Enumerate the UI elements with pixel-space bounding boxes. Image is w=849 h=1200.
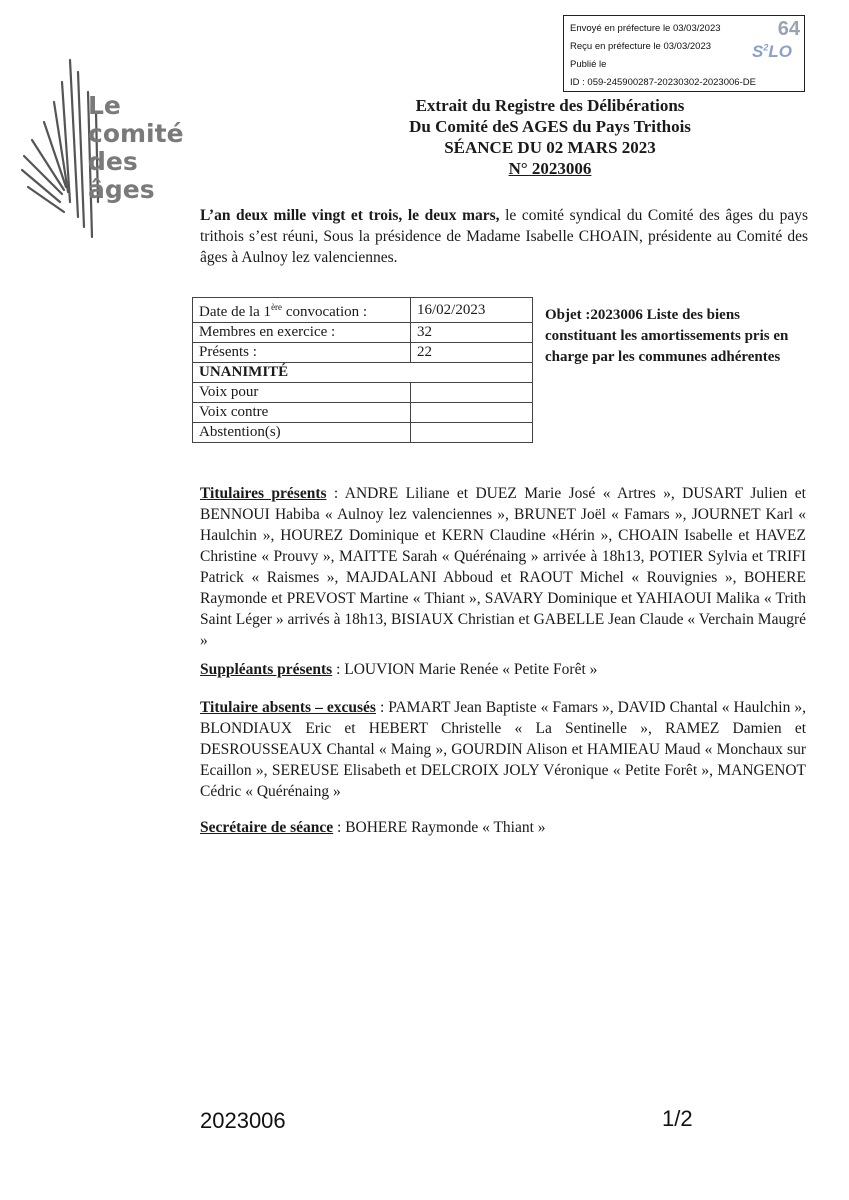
absents-label: Titulaire absents – excusés: [200, 699, 376, 716]
page-number: 1/2: [662, 1106, 693, 1131]
table-row: [193, 423, 533, 443]
abstention-label: Abstention(s): [193, 423, 411, 443]
membres-label: Membres en exercice :: [193, 323, 411, 343]
voix-contre-value: [411, 403, 533, 423]
membres-value: 32: [411, 323, 533, 343]
absents-paragraph: [200, 697, 806, 802]
table-row: [193, 403, 533, 423]
voix-pour-label: Voix pour: [193, 383, 411, 403]
suppleants-label: Suppléants présents: [200, 661, 333, 678]
logo-word-des: des: [88, 147, 138, 176]
comite-des-ages-logo: [18, 52, 208, 242]
logo-word-comite: comité: [88, 119, 184, 148]
absents-text: : PAMART Jean Baptiste « Famars », DAVID Chantal « Haulchin », BLONDIAUX Eric et HEBERT Christelle « La Sentinelle », RAMEZ Damien et DESROUSSEAUX Chantal « Maing », GOURDIN Alison et HAMIEAU Maud « Monchaux sur Ecaillon », SEREUSE Elisabeth et DELCROIX JOLY Véronique « Petite Forêt », MANGENOT Cédric « Quérénaing »: [200, 699, 806, 800]
intro-paragraph: [200, 205, 808, 268]
table-row: [193, 343, 533, 363]
voix-contre-label: Voix contre: [193, 403, 411, 423]
prefecture-stamp: [563, 15, 805, 92]
presents-value: 22: [411, 343, 533, 363]
title-line-1: Extrait du Registre des Délibérations: [415, 96, 685, 115]
voix-pour-value: [411, 383, 533, 403]
titulaires-label: Titulaires présents: [200, 485, 327, 502]
stamp-number: 64: [777, 18, 800, 40]
secretaire-text: : BOHERE Raymonde « Thiant »: [333, 819, 546, 836]
stamp-id: ID : 059-245900287-20230302-2023006-DE: [570, 77, 756, 88]
stamp-sent-date: Envoyé en préfecture le 03/03/2023: [570, 23, 721, 34]
stamp-received-date: Reçu en préfecture le 03/03/2023: [570, 41, 712, 52]
table-row: [193, 383, 533, 403]
presents-label: Présents :: [193, 343, 411, 363]
s2lo-logo: $S^2LO$: [752, 42, 792, 61]
table-row: [193, 363, 533, 383]
suppleants-text: : LOUVION Marie Renée « Petite Forêt »: [332, 661, 598, 678]
unanimite-value: [411, 363, 533, 383]
objet-text: Objet :2023006 Liste des biens constituant les amortissements pris en charge par les communes adhérentes: [545, 307, 789, 365]
intro-lead: L’an deux mille vingt et trois, le deux mars,: [200, 207, 500, 224]
deliberation-number: N° 2023006: [508, 159, 592, 178]
stamp-published: Publié le: [570, 59, 607, 70]
logo-word-ages: âges: [88, 175, 155, 204]
title-line-2: Du Comité deS AGES du Pays Trithois: [409, 117, 691, 136]
convocation-date: 16/02/2023: [411, 298, 533, 323]
titulaires-text: : ANDRE Liliane et DUEZ Marie José « Artres », DUSART Julien et BENNOUI Habiba « Aulnoy lez valenciennes », BRUNET Joël « Famars », JOURNET Karl « Haulchin », HOUREZ Dominique et KERN Claudine «Hérin », CHOAIN Isabelle et HAVEZ Christine « Prouvy », MAITTE Sarah « Quérénaing » arrivée à 18h13, POTIER Sylvia et TRIFI Patrick « Raismes », MAJDALANI Abboud et RAOUT Michel « Rouvignies », BOHERE Raymonde et PREVOST Martine « Thiant », SAVARY Dominique et YAHIAOUI Malika « Trith Saint Léger » arrivés à 18h13, BISIAUX Christian et GABELLE Jean Claude « Verchain Maugré »: [200, 485, 806, 649]
table-row: [193, 323, 533, 343]
logo-word-le: Le: [88, 91, 121, 120]
titulaires-paragraph: [200, 483, 806, 651]
suppleants-paragraph: [200, 659, 806, 680]
convocation-label: Date de la 1ère convocation :: [193, 298, 411, 323]
footer-reference: 2023006: [200, 1108, 286, 1133]
secretaire-paragraph: [200, 817, 806, 838]
document-title: [300, 95, 800, 179]
unanimite-label: UNANIMITÉ: [193, 363, 411, 383]
secretaire-label: Secrétaire de séance: [200, 819, 334, 836]
table-row: [193, 298, 533, 323]
intro-text: le comité syndical du Comité des âges du pays trithois s’est réuni, Sous la présidence de Madame Isabelle CHOAIN, présidente au Comité des âges à Aulnoy lez valenciennes.: [200, 207, 808, 266]
title-line-3: SÉANCE DU 02 MARS 2023: [444, 138, 656, 157]
convocation-table: [192, 297, 533, 443]
abstention-value: [411, 423, 533, 443]
